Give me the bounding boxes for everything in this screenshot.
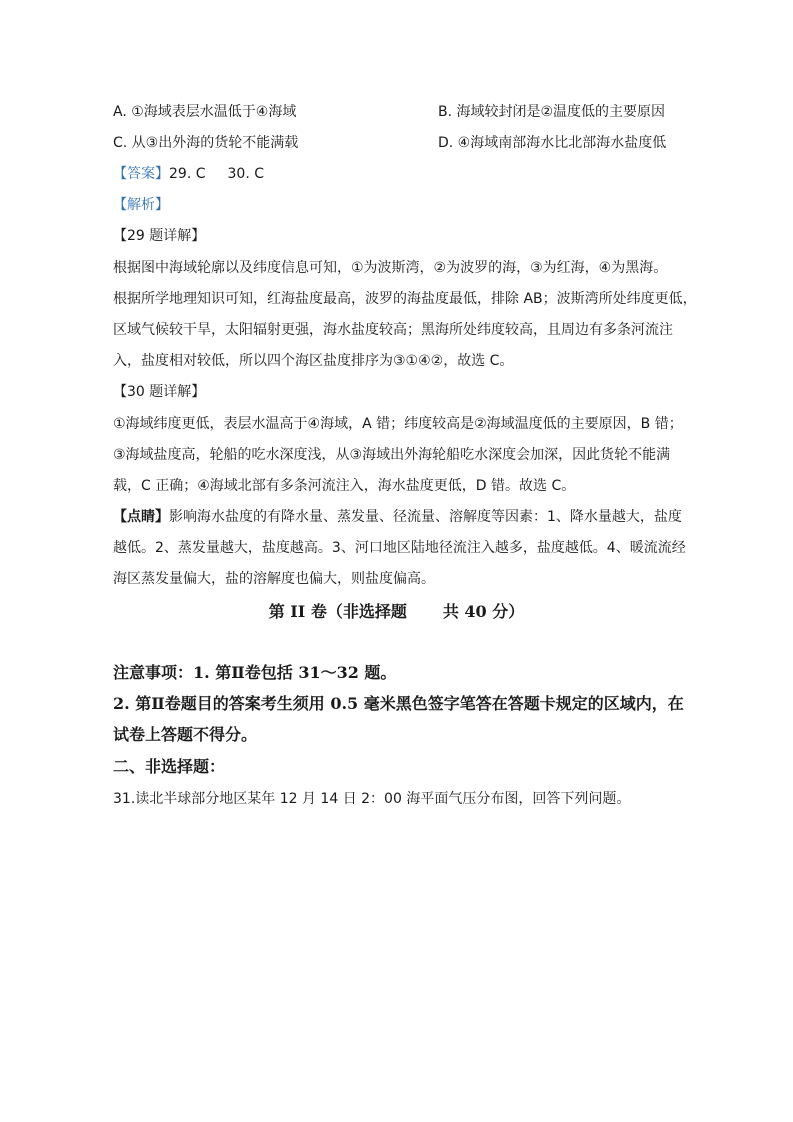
tip-text-1: 影响海水盐度的有降水量、蒸发量、径流量、溶解度等因素：1、降水量越大，盐度 [169,509,682,525]
section-title [0,601,793,623]
q29-line-1: 根据图中海域轮廓以及纬度信息可知，①为波斯湾，②为波罗的海，③为红海，④为黑海。 [113,260,668,276]
q29-line-4: 入，盐度相对较低，所以四个海区盐度排序为③①④②，故选 C。 [113,353,514,369]
answer-q30: 30. C [227,166,264,182]
tip-label: 【点睛】 [113,509,169,525]
q30-heading: 【30 题详解】 [113,384,206,400]
notice-line-1: 注意事项：1. 第Ⅱ卷包括 31～32 题。 [113,663,397,682]
q30-line-2: ③海域盐度高，轮船的吃水深度浅，从③海域出外海轮船吃水深度会加深，因此货轮不能满 [113,447,671,463]
option-b: B. 海域较封闭是②温度低的主要原因 [438,104,666,120]
q30-line-3: 载，C 正确；④海域北部有多条河流注入，海水盐度更低，D 错。故选 C。 [113,478,576,494]
answer-line [113,164,264,184]
section-title-right: 共 40 分） [442,602,525,621]
q30-line-1: ①海域纬度更低，表层水温高于④海域，A 错；纬度较高是②海域温度低的主要原因，B 错； [113,416,683,432]
analysis-label: 【解析】 [113,197,169,213]
question-31: 31.读北半球部分地区某年 12 月 14 日 2：00 海平面气压分布图，回答下列问题。 [113,791,631,807]
answer-label: 【答案】 [113,166,169,182]
tip-line-3: 海区蒸发量偏大，盐的溶解度也偏大，则盐度偏高。 [113,571,435,587]
option-c: C. 从③出外海的货轮不能满载 [113,135,299,151]
tip-line-1 [113,507,682,527]
q29-heading: 【29 题详解】 [113,228,206,244]
option-a: A. ①海域表层水温低于④海域 [113,104,297,120]
notice-line-3: 试卷上答题不得分。 [113,725,258,744]
answer-q29: 29. C [169,166,206,182]
section-title-left: 第 II 卷（非选择题 [268,602,407,621]
tip-line-2: 越低。2、蒸发量越大，盐度越高。3、河口地区陆地径流注入越多，盐度越低。4、暖流流经 [113,540,686,556]
notice-line-2: 2. 第Ⅱ卷题目的答案考生须用 0.5 毫米黑色签字笔答在答题卡规定的区域内，在 [113,694,684,713]
q29-line-2: 根据所学地理知识可知，红海盐度最高，波罗的海盐度最低，排除 AB；波斯湾所处纬度更低， [113,291,697,307]
option-d: D. ④海域南部海水比北部海水盐度低 [438,135,667,151]
section-heading: 二、非选择题： [113,757,226,776]
q29-line-3: 区域气候较干旱，太阳辐射更强，海水盐度较高；黑海所处纬度较高，且周边有多条河流注 [113,322,673,338]
